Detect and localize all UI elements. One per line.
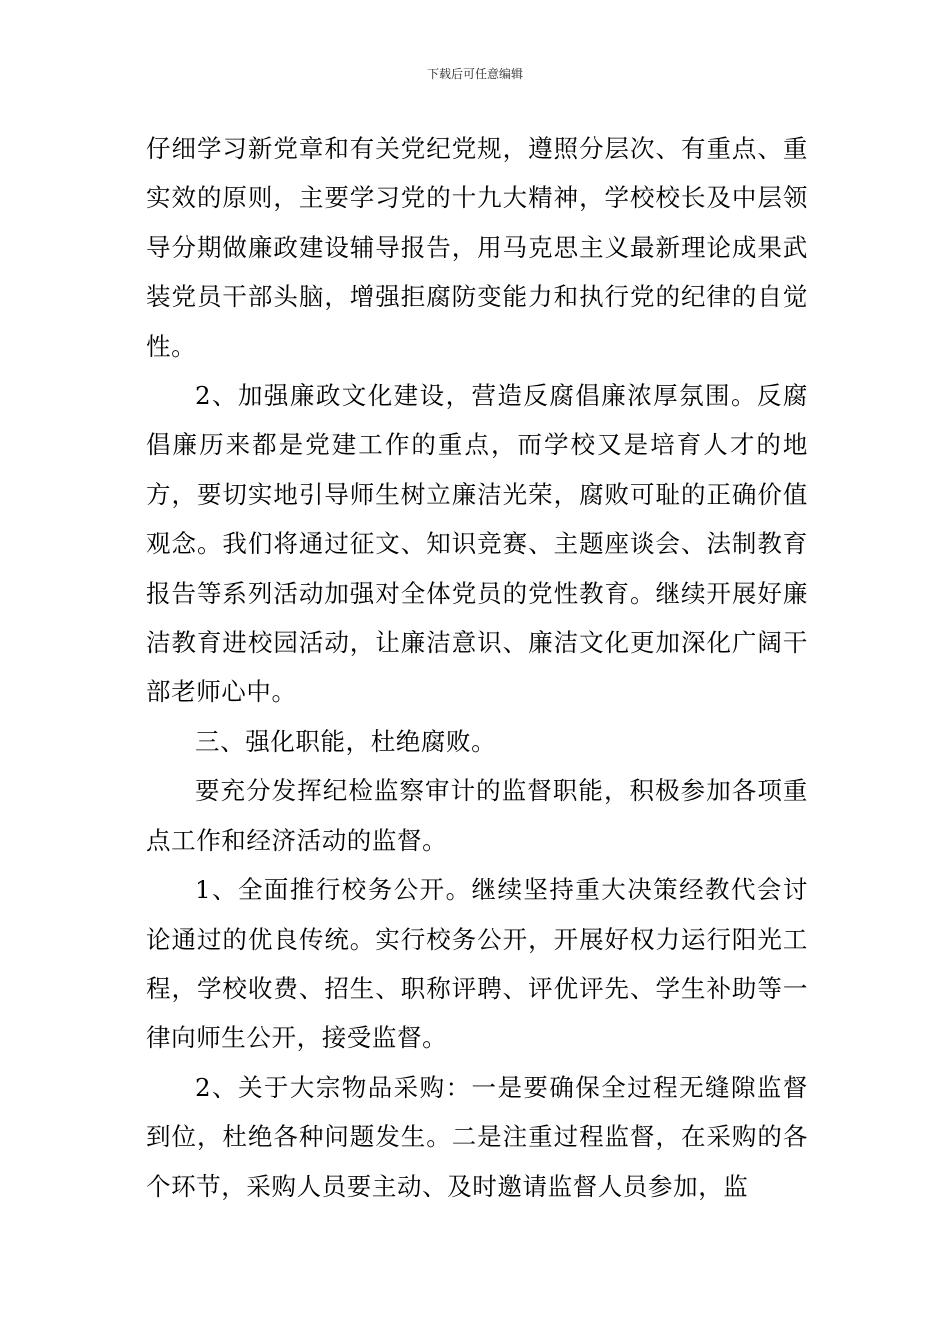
paragraph-4: 要充分发挥纪检监察审计的监督职能，积极参加各项重点工作和经济活动的监督。	[146, 776, 808, 855]
paragraph-6: 2、关于大宗物品采购：一是要确保全过程无缝隙监督到位，杜绝各种问题发生。二是注重过程监督，在采购的各个环节，采购人员要主动、及时邀请监督人员参加，监	[146, 1072, 808, 1201]
paragraph-2: 2、加强廉政文化建设，营造反腐倡廉浓厚氛围。反腐倡廉历来都是党建工作的重点，而学校又是培育人才的地方，要切实地引导师生树立廉洁光荣，腐败可耻的正确价值观念。我们将通过征文、知识竞赛、主题座谈会、法制教育报告等系列活动加强对全体党员的党性教育。继续开展好廉洁教育进校园活动，让廉洁意识、廉洁文化更加深化广阔干部老师心中。	[146, 381, 808, 707]
page-header: 下载后可任意编辑	[426, 67, 523, 81]
paragraph-1: 仔细学习新党章和有关党纪党规，遵照分层次、有重点、重实效的原则，主要学习党的十九大精神，学校校长及中层领导分期做廉政建设辅导报告，用马克思主义最新理论成果武装党员干部头脑，增强拒腐防变能力和执行党的纪律的自觉性。	[146, 134, 808, 361]
paragraph-5: 1、全面推行校务公开。继续坚持重大决策经教代会讨论通过的优良传统。实行校务公开，开展好权力运行阳光工程，学校收费、招生、职称评聘、评优评先、学生补助等一律向师生公开，接受监督。	[146, 875, 808, 1053]
section-heading-3: 三、强化职能，杜绝腐败。	[195, 726, 497, 756]
document-body	[146, 124, 808, 1211]
